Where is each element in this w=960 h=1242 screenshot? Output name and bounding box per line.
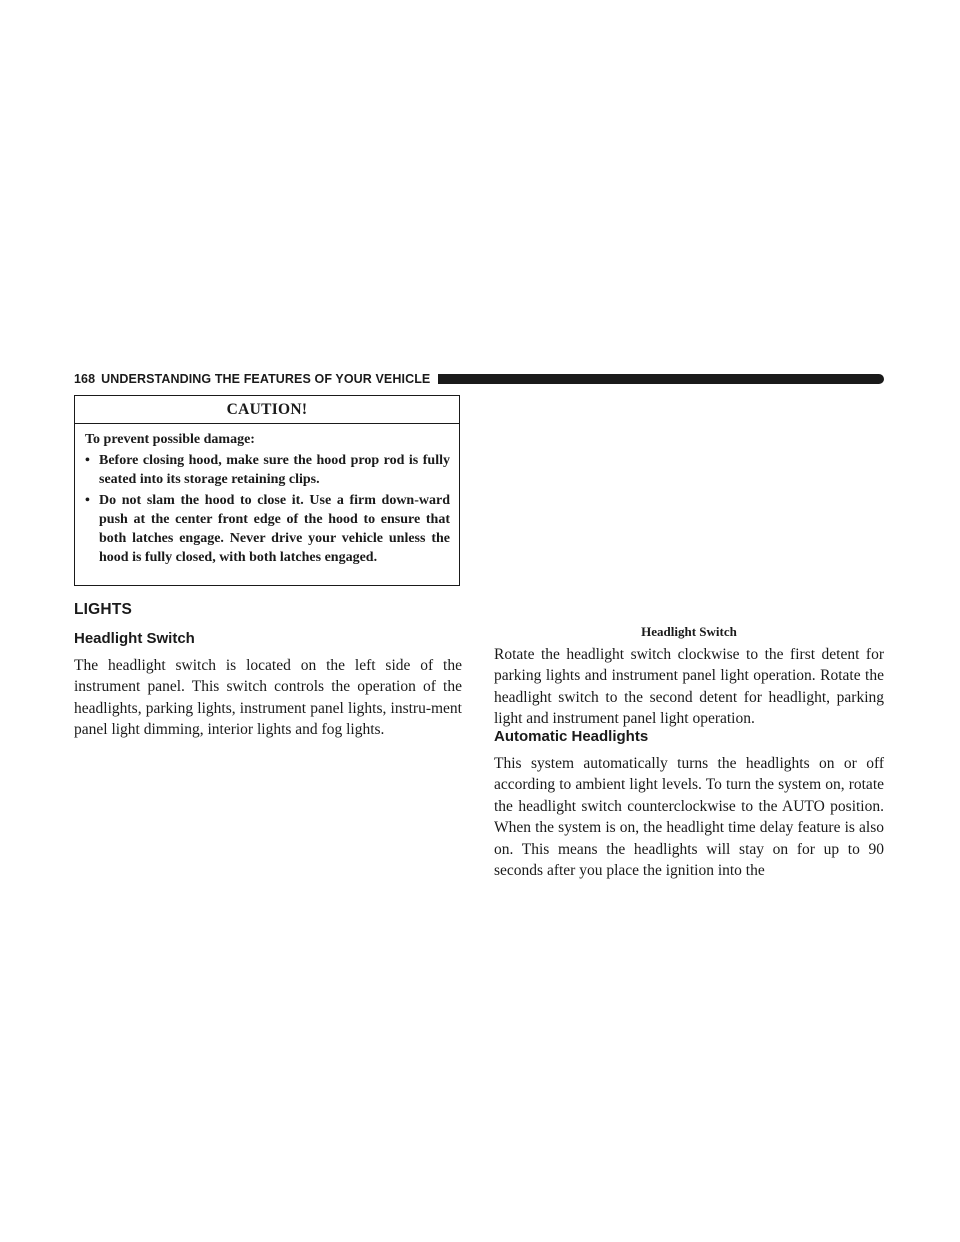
caution-intro: To prevent possible damage: <box>85 432 255 447</box>
bullet: • <box>85 453 90 469</box>
automatic-headlights-paragraph: This system automatically turns the headlights on or off according to ambient light levels. To turn the system on, rotate the headlight switch counterclockwise to the AUTO position. When the system is on, the headlight time delay feature is also on. This means the headlights will stay on for up to 90 seconds after you place the ignition into the <box>494 755 884 880</box>
page-number: 168 <box>74 372 96 386</box>
automatic-headlights-heading: Automatic Headlights <box>494 728 649 745</box>
figure-caption: Headlight Switch <box>641 624 737 639</box>
headlight-switch-heading: Headlight Switch <box>74 630 195 647</box>
caution-box <box>74 395 460 586</box>
headlight-switch-paragraph: The headlight switch is located on the left side of the instrument panel. This switch controls the operation of the headlights, parking lights, instrument panel lights, instru-ment panel light dimming, interior lights and fog lights. <box>74 657 462 739</box>
lights-heading: LIGHTS <box>74 601 133 618</box>
caution-item <box>85 451 450 489</box>
caution-list <box>85 451 450 567</box>
caution-item-text: Do not slam the hood to close it. Use a firm down-ward push at the center front edge of the hood to ensure that both latches engage. Never drive your vehicle unless the hood is fully closed, with both latches engaged. <box>99 492 450 566</box>
rotate-paragraph: Rotate the headlight switch clockwise to the first detent for parking lights and instrument panel light operation. Rotate the headlight switch to the second detent for headlight, parking light and instrument panel light operation. <box>494 646 884 728</box>
caution-title: CAUTION! <box>75 396 459 424</box>
bullet: • <box>85 492 90 508</box>
caution-body <box>75 424 459 567</box>
caution-item <box>85 491 450 568</box>
section-title: UNDERSTANDING THE FEATURES OF YOUR VEHICLE <box>101 372 431 386</box>
page-header <box>74 371 884 387</box>
header-rule <box>438 374 884 384</box>
caution-item-text: Before closing hood, make sure the hood prop rod is fully seated into its storage retaining clips. <box>99 453 450 488</box>
